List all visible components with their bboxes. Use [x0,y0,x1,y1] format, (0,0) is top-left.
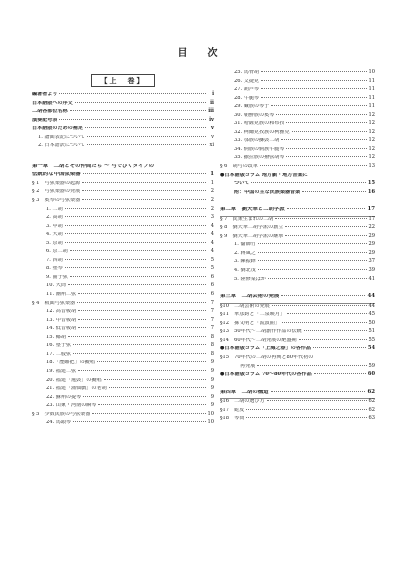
toc-entry[interactable]: 27. 葫芦琴 11 [234,86,375,93]
toc-entry[interactable]: 34. 侗族の侗族牛腿琴 12 [234,145,375,152]
chapter-3-list [220,304,375,381]
toc-entry[interactable]: 1. 譜面表記について v [38,133,214,140]
toc-entry[interactable]: 12. 高音板胡 7 [46,308,214,315]
toc-entry[interactable]: 19. 福建二弦 9 [46,367,214,374]
toc-entry[interactable]: 22. 蘇州の提琴 9 [46,393,214,400]
toc-entry[interactable]: 10. 大筒 6 [46,282,214,289]
toc-entry[interactable]: 9. 曲子弦 6 [46,273,214,280]
toc-entry[interactable]: 18.「歴縮把」の擬唱 9 [46,359,214,366]
toc-entry[interactable]: 3. 中胡 4 [46,222,214,229]
toc-entry[interactable]: 日本語版のための補足 v [32,125,214,132]
toc-entry[interactable]: § 1 弓弦楽器の起源 1 [32,179,214,186]
toc-entry[interactable]: §16 二胡の選び方 62 [220,398,375,405]
toc-entry[interactable]: 13. 中音板胡 7 [46,316,214,323]
chapter-1-list [32,181,214,429]
toc-entry[interactable]: § 4 板面弓弦楽器 7 [32,299,214,306]
page-title: 目 次 [177,48,223,59]
toc-entry[interactable]: 25. 馬骨胡 10 [234,69,375,75]
toc-entry[interactable]: § 7 民衆生まれの二胡 17 [220,215,375,222]
toc-entry[interactable]: 6. 京二胡 4 [46,248,214,255]
toc-entry[interactable]: §17 蛇皮 62 [220,406,375,413]
toc-entry[interactable]: §12 孫文明と「流波曲」 50 [220,319,375,326]
toc-entry[interactable]: 16. 墜子弦 8 [46,342,214,349]
toc-entry[interactable]: 7. 四胡 5 [46,256,214,263]
toc-entry[interactable]: 3. 陳振鐸 37 [234,258,375,265]
toc-entry[interactable]: ●日本語版コラム「上海之春」の各作品 54 [220,345,375,352]
toc-entry[interactable]: § 8 劉天華二胡学派の創立 22 [220,224,375,231]
toc-entry[interactable]: 2. 高胡 3 [46,214,214,221]
toc-entry[interactable]: 5. 京胡 4 [46,239,214,246]
chapter-4-list [220,399,375,425]
toc-entry[interactable]: 32. 柯爾克孜族の柯雅克 12 [234,128,375,135]
toc-entry[interactable]: § 3 奚琴の弓弦楽器 2 [32,197,214,204]
toc-entry-line2: 再発展 59 [240,362,375,369]
toc-entry[interactable]: 14. 低音板胡 7 [46,325,214,332]
right-top-list [220,70,375,173]
toc-entry[interactable]: §11 華彦鈞と「二泉映月」 45 [220,311,375,318]
appendix-entry[interactable]: 附：中国の主な民族楽器音楽 16 [234,188,375,195]
toc-entry[interactable]: 4. 大胡 4 [46,231,214,238]
toc-entry[interactable]: 2. 日本語訳について xi [38,142,214,149]
toc-entry[interactable]: 二胡各部位名称 iii [32,108,214,115]
toc-entry-line1[interactable]: §15 70年代の二胡の再興と80年代初の [220,354,314,360]
toc-entry[interactable]: 日本語版への序文 ii [32,99,214,106]
chapter-4-heading[interactable]: 第四章 二胡の構造 62 [220,390,375,400]
toc-entry[interactable]: 24. 馬頭琴 10 [46,419,214,426]
toc-entry[interactable]: § 9 劉天華二胡学派の継承 29 [220,232,375,239]
toc-entry[interactable]: § 5 少数民族の弓弦楽器 10 [32,410,214,417]
chapter-3-heading[interactable]: 第三章 二胡芸術の発展 44 [220,294,375,304]
toc-entry[interactable]: 8. 墜琴 5 [46,265,214,272]
toc-entry[interactable]: §14 60年代～二胡発展の絶盛期 55 [220,336,375,343]
toc-entry[interactable]: 15. 椰胡 8 [46,333,214,340]
right-column [220,70,375,425]
toc-entry[interactable]: 33. 鄂族の擲鼓二胡 12 [234,137,375,144]
toc-entry[interactable]: 31. 哈薩克族の和布孜 12 [234,120,375,127]
toc-entry[interactable]: 編著者より i [32,91,214,97]
toc-entry[interactable]: 23. 山東・河南の瞬琴 9 [46,402,214,409]
chapter-2-list [220,217,375,285]
toc-entry[interactable]: 20. 福建「蓮鼓」の擬唱 9 [46,376,214,383]
toc-entry[interactable]: 30. 朝鮮族の奚琴 12 [234,111,375,118]
toc-entry[interactable]: 演奏記号表 iv [32,116,214,123]
toc-entry[interactable] [220,355,375,372]
toc-entry[interactable]: § 6 胡弓の改革 13 [220,163,375,170]
toc-entry[interactable]: 28. 牛腿琴 11 [234,94,375,101]
toc-entry[interactable]: §13 50年代～二胡創作作品の伝統 51 [220,328,375,335]
toc-entry[interactable]: 1. 二胡 2 [46,205,214,212]
toc-entry[interactable]: § 2 弓弦楽器の発展 2 [32,188,214,195]
toc-entry[interactable]: ●日本語版コラム 70～80年代の各作品 60 [220,371,375,378]
volume-label: 【上 巻】 [91,74,155,87]
toc-entry[interactable]: 2. 蒋風之 29 [234,249,375,256]
toc-entry[interactable]: 26. 艾捷克 11 [234,77,375,84]
toc-entry[interactable]: 21. 福建「蒲仙戯」の老胡 9 [46,385,214,392]
toc-entry[interactable]: 11. 潮州二弦 6 [46,291,214,298]
toc-entry[interactable]: 35. 撒拉族の撥弦胡琴 12 [234,154,375,161]
toc-entry[interactable]: 4. 劉北茂 39 [234,267,375,274]
chapter-2-heading[interactable]: 第二章 劉天華と二胡学派 17 [220,207,375,217]
toc-entry[interactable]: 29. 蔵族の琴子 11 [234,103,375,110]
toc-entry[interactable]: §18 琴筒 63 [220,415,375,422]
toc-entry[interactable]: §10 二胡芸術の発展 44 [220,302,375,309]
front-matter-list [32,92,214,152]
left-column [32,72,214,429]
column-entry-cont[interactable]: ついて 15 [234,180,375,187]
toc-entry[interactable]: 17. 二股弦 8 [46,350,214,357]
column-entry[interactable]: ●日本語版コラム 地方劇・地方音楽に [220,172,308,178]
toc-entry[interactable]: 1. 儲師竹 29 [234,241,375,248]
chapter-1-heading[interactable]: 第一章 二胡とその仲間たち ～ 弓でひくタイプの 伝統的な中国弦楽器 1 [32,163,214,178]
toc-entry[interactable]: 5. 陸修棠ほか 41 [234,275,375,282]
